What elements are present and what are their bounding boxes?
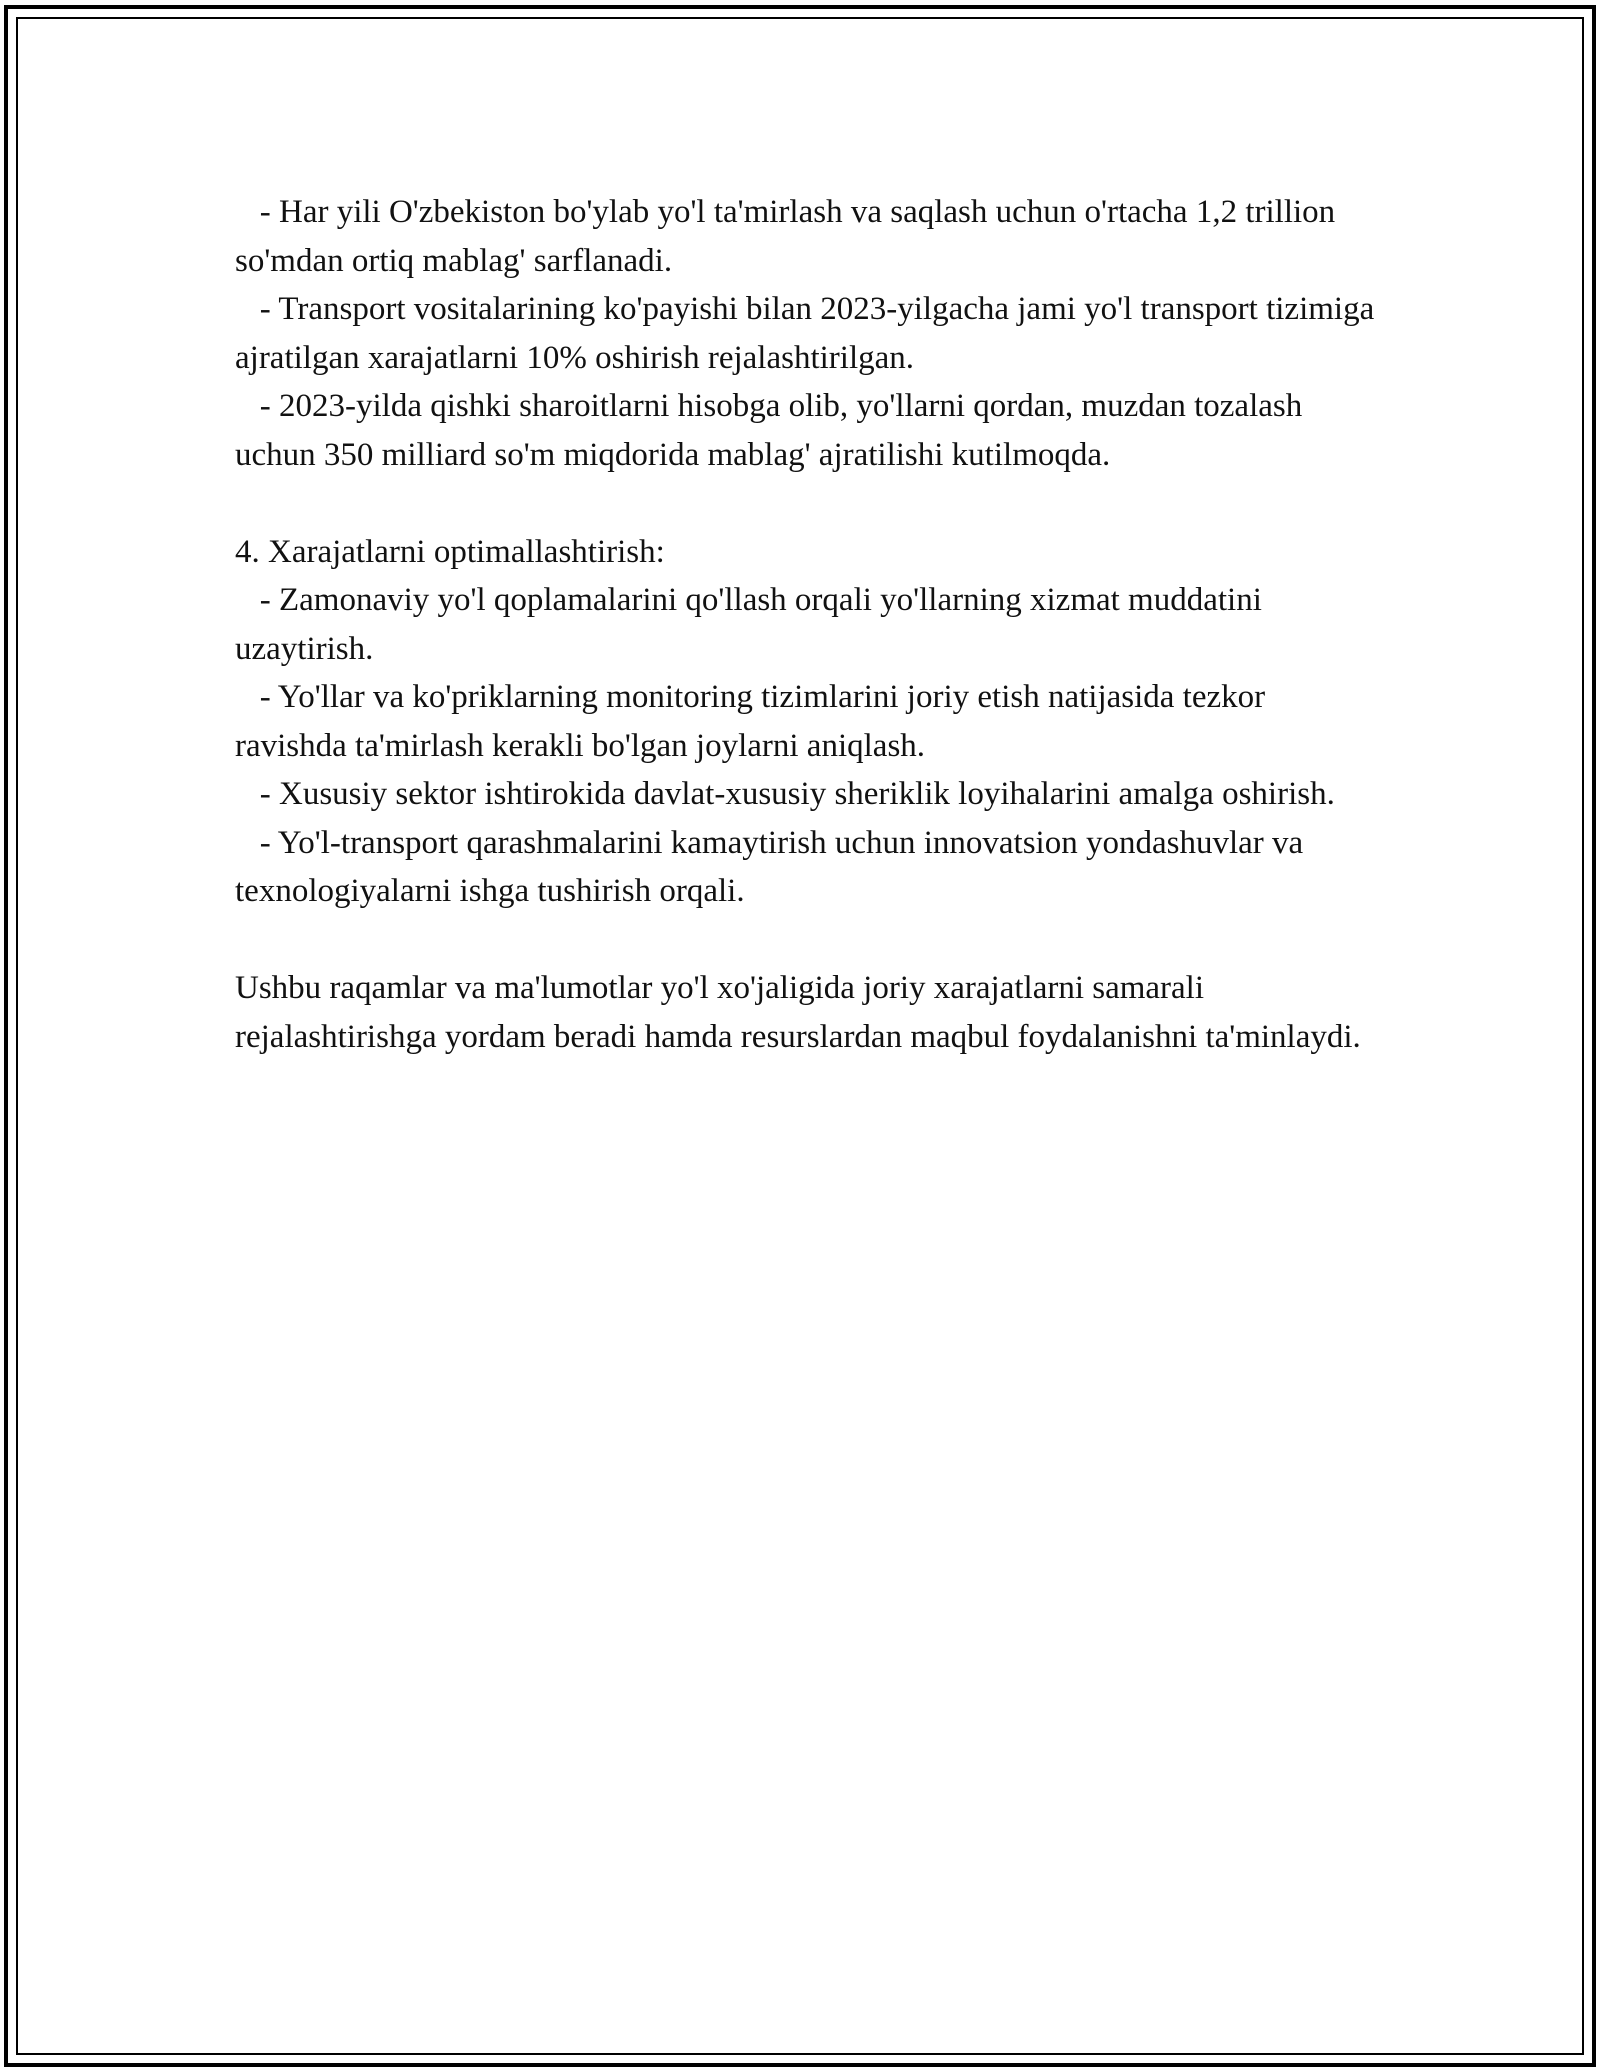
list-item-text: - Xususiy sektor ishtirokida davlat-xususiy sheriklik loyihalarini amalga oshirish. <box>259 776 1335 812</box>
document-body <box>235 188 1375 1061</box>
paragraph-gap <box>235 916 1375 965</box>
list-item <box>235 285 1375 382</box>
list-item-text: - Yo'llar va ko'priklarning monitoring tizimlarini joriy etish natijasida tezkor ravishda ta'mirlash kerakli bo'lgan joylarni aniqlash. <box>235 679 1266 764</box>
list-item <box>235 576 1375 673</box>
paragraph-gap <box>235 479 1375 528</box>
list-item <box>235 770 1375 819</box>
list-item <box>235 819 1375 916</box>
list-item <box>235 188 1375 285</box>
list-item-text: - Zamonaviy yo'l qoplamalarini qo'llash orqali yo'llarning xizmat muddatini uzaytirish. <box>235 582 1262 667</box>
list-item-text: - Transport vositalarining ko'payishi bilan 2023-yilgacha jami yo'l transport tizimiga ajratilgan xarajatlarni 10% oshirish rejalashtirilgan. <box>235 291 1375 376</box>
list-item-text: - 2023-yilda qishki sharoitlarni hisobga olib, yo'llarni qordan, muzdan tozalash uchun 350 milliard so'm miqdorida mablag' ajratilishi kutilmoqda. <box>235 388 1303 473</box>
list-item-text: - Yo'l-transport qarashmalarini kamaytirish uchun innovatsion yondashuvlar va texnologiyalarni ishga tushirish orqali. <box>235 824 1304 909</box>
list-item <box>235 382 1375 479</box>
conclusion-paragraph: Ushbu raqamlar va ma'lumotlar yo'l xo'jaligida joriy xarajatlarni samarali rejalashtirishga yordam beradi hamda resurslardan maqbul foydalanishni ta'minlaydi. <box>235 970 1361 1055</box>
list-item-text: - Har yili O'zbekiston bo'ylab yo'l ta'mirlash va saqlash uchun o'rtacha 1,2 trillion so'mdan ortiq mablag' sarflanadi. <box>235 194 1336 279</box>
list-item <box>235 673 1375 770</box>
section-heading: 4. Xarajatlarni optimallashtirish: <box>235 533 665 570</box>
